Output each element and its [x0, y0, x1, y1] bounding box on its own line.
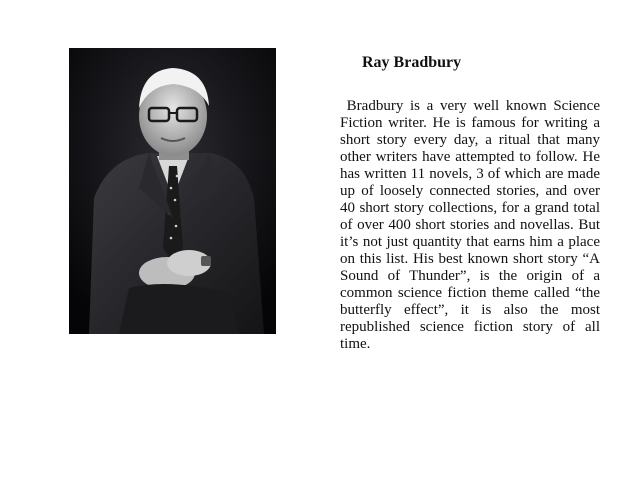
portrait-image [69, 48, 276, 334]
biography-paragraph: Bradbury is a very well known Science Fiction writer. He is famous for writing a short story every day, a ritual that many other writers have attempted to follow. He has written 11 novels, 3 of which are made up of loosely connected stories, and over 40 short story collections, for a grand total of over 400 short stories and novellas. But it’s not just quantity that earns him a place on this list. His best known short story “A Sound of Thunder”, is the origin of a common science fiction theme called “the butterfly effect”, it is also the most republished science fiction story of all time. [340, 98, 600, 352]
author-portrait [69, 48, 276, 334]
page-title: Ray Bradbury [362, 54, 462, 71]
